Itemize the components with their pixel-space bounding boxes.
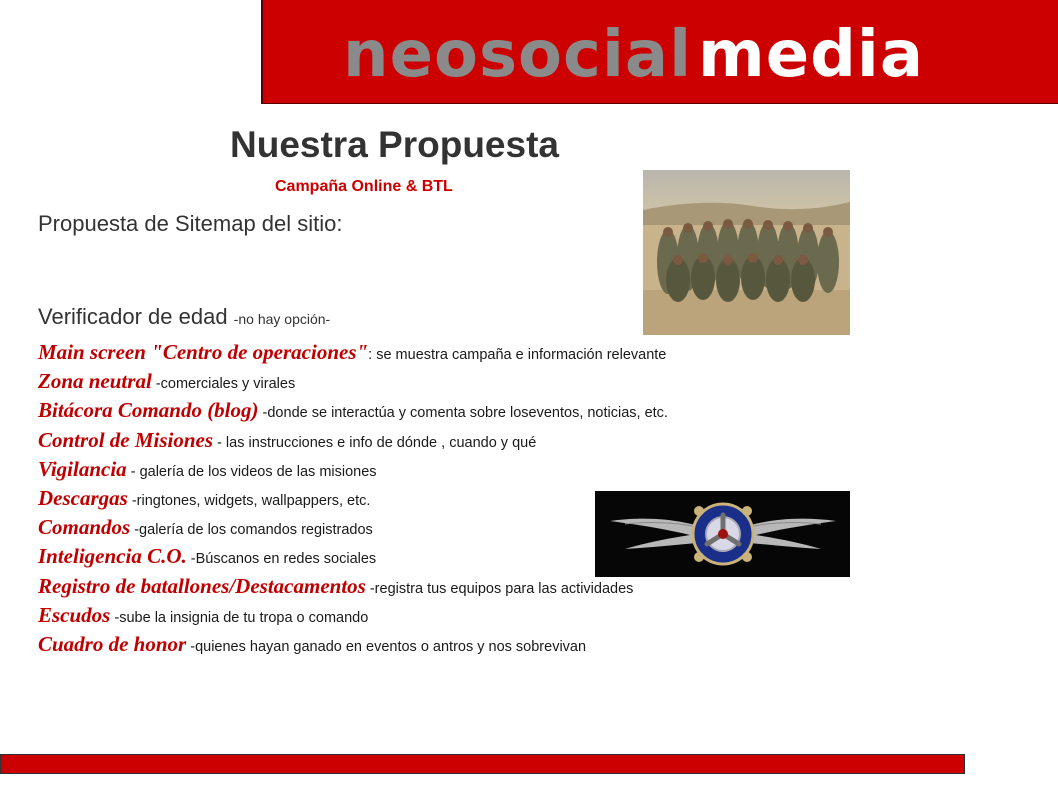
page-title: Nuestra Propuesta [230,124,559,165]
sitemap-item-comandos [38,513,668,542]
logo-media-text: media [698,18,925,92]
sitemap-item-zona-neutral [38,367,668,396]
sitemap-item-escudos [38,601,668,630]
sitemap-item-desc: -comerciales y virales [151,376,296,393]
header-banner [261,0,1058,104]
sitemap-item-name: Bitácora Comando (blog) [38,398,259,423]
sitemap-item-desc: -donde se interactúa y comenta sobre loseventos, noticias, etc. [258,405,668,422]
sitemap-item-name: Cuadro de honor [38,631,187,656]
soldiers-photo-graphic [643,170,850,335]
age-verifier-note: -no hay opción- [233,311,331,327]
logo-neo-text: neosocial [343,18,692,92]
page-subtitle: Campaña Online & BTL [275,178,453,195]
age-verifier-label: Verificador de edad [38,304,228,329]
sitemap-item-vigilancia [38,455,668,484]
age-verifier-line [38,304,330,330]
wings-insignia-graphic [595,491,850,577]
sitemap-item-desc: - galería de los videos de las misiones [126,463,377,480]
sitemap-item-name: Descargas [38,485,128,510]
sitemap-item-registro [38,572,668,601]
sitemap-item-desc: -ringtones, widgets, wallpappers, etc. [127,492,371,509]
sitemap-item-name: Main screen "Centro de operaciones" [38,340,369,364]
sitemap-item-main-screen [38,338,668,367]
sitemap-item-control-misiones [38,426,668,455]
sitemap-item-desc: - las instrucciones e info de dónde , cuando y qué [213,434,537,451]
sitemap-item-name: Escudos [38,602,111,627]
brand-logo [343,8,1003,98]
wings-insignia-photo [595,491,850,577]
sitemap-item-cuadro-honor [38,630,668,659]
sitemap-item-name: Vigilancia [38,456,127,481]
soldiers-group-photo [643,170,850,335]
sitemap-item-inteligencia [38,542,668,571]
logo-text [343,18,924,92]
sitemap-item-desc: : se muestra campaña e información relevante [368,347,667,363]
sitemap-item-name: Inteligencia C.O. [38,544,187,569]
sitemap-item-desc: -sube la insignia de tu tropa o comando [110,609,369,626]
sitemap-item-name: Registro de batallones/Destacamentos [38,573,366,598]
sitemap-item-desc: -quienes hayan ganado en eventos o antros y nos sobrevivan [186,638,587,655]
footer-bar [0,754,965,774]
sitemap-item-name: Comandos [38,515,131,540]
sitemap-item-name: Zona neutral [38,369,152,394]
sitemap-item-bitacora [38,396,668,425]
sitemap-list [38,338,668,659]
sitemap-item-name: Control de Misiones [38,427,214,452]
sitemap-item-desc: -registra tus equipos para las actividades [365,580,634,597]
sitemap-item-desc: -galería de los comandos registrados [130,522,373,539]
sitemap-item-desc: -Búscanos en redes sociales [186,551,377,568]
sitemap-heading: Propuesta de Sitemap del sitio: [38,211,343,236]
sitemap-item-descargas [38,484,668,513]
